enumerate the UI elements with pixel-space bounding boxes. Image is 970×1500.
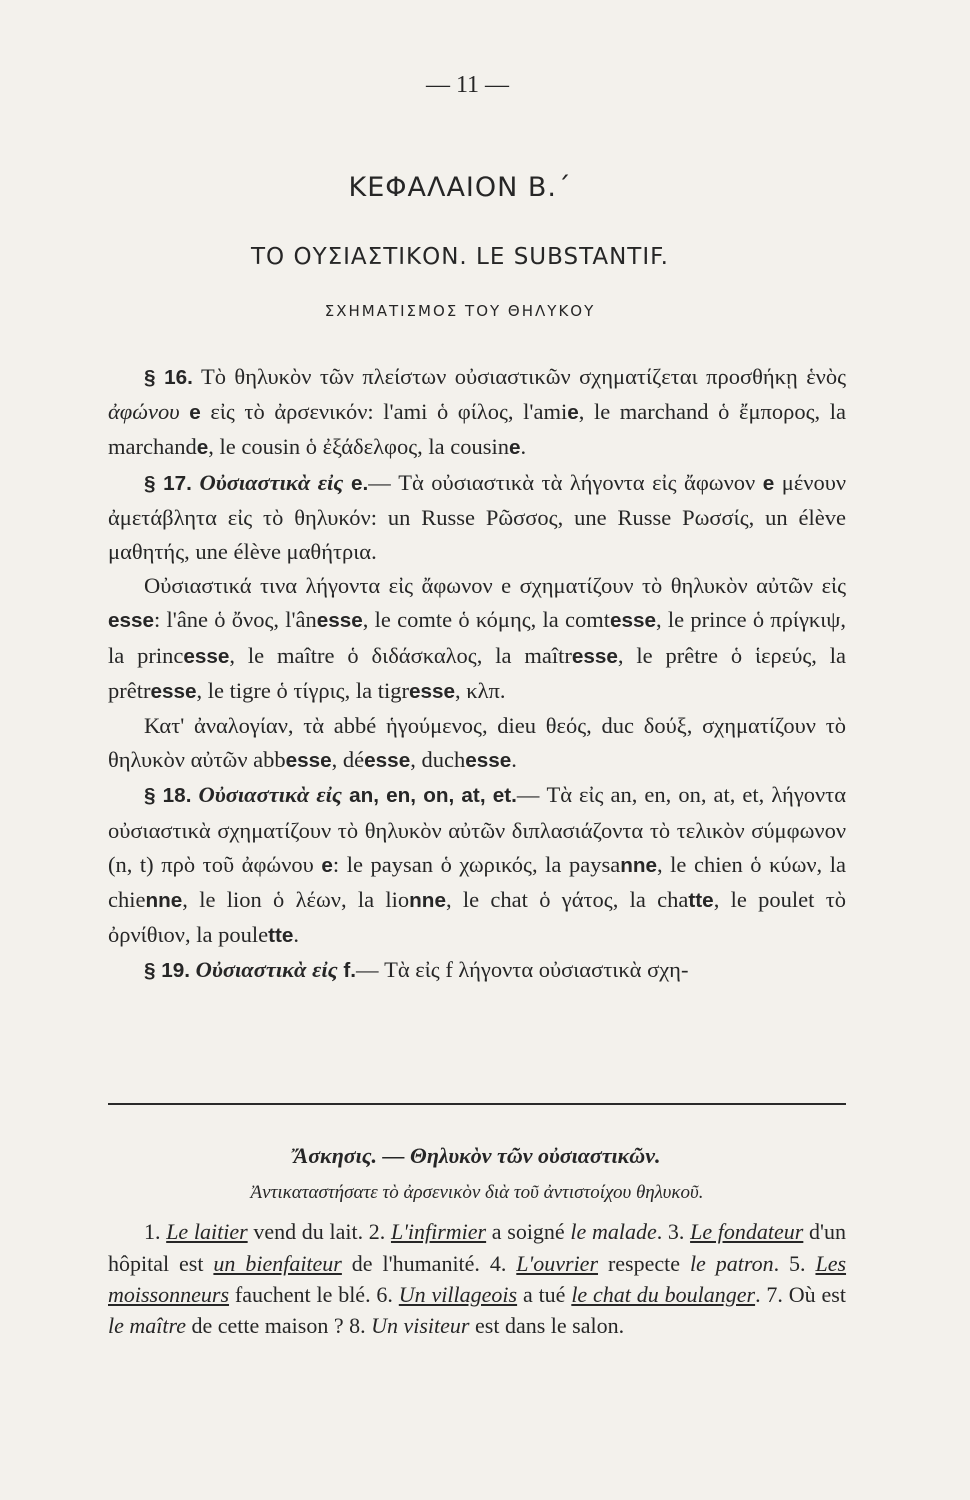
- section-heading: Οὐσιαστικὰ εἰς: [199, 469, 344, 495]
- section-number: § 17.: [144, 471, 192, 495]
- main-text: [108, 360, 846, 989]
- paragraph-17-esse: Οὐσιαστικά τινα λήγοντα εἰς ἄφωνον e σχηματίζουν τὸ θηλυκὸν αὐτῶν εἰς esse: l'âne ὁ ὄνος, l'ânesse, le comte ὁ κόμης, la comtesse, le prince ὁ πρίγκιψ, la princesse, le maître ὁ διδάσκαλος, la maîtresse, le prêtre ὁ ἱερεύς, la prêtresse, le tigre ὁ τίγρις, la tigresse, κλπ.: [108, 573, 846, 703]
- paragraph-17-analogy: Κατ' ἀναλογίαν, τὰ abbé ἡγούμενος, dieu θεός, duc δούξ, σχηματίζουν τὸ θηλυκὸν αὐτῶν abbesse, déesse, duchesse.: [108, 713, 846, 773]
- section-number: § 18.: [144, 784, 192, 808]
- paragraph-17: § 17. Οὐσιαστικὰ εἰς e.— Τὰ οὐσιαστικὰ τὰ λήγοντα εἰς ἄφωνον e μένουν ἀμετάβλητα εἰς τὸ θηλυκόν: un Russe Ρῶσσος, une Russe Ρωσσίς, un élève μαθητής, une élève μαθήτρια.: [108, 469, 847, 565]
- section-title: ΤΟ ΟΥΣΙΑΣΤΙΚΟΝ. LE SUBSTANTIF.: [251, 244, 669, 270]
- chapter-title: ΚΕΦΑΛΑΙΟΝ Β.΄: [348, 172, 572, 203]
- footnote-divider: [108, 1103, 846, 1105]
- section-heading: Οὐσιαστικὰ εἰς: [198, 782, 342, 808]
- emphasis: ἀφώνου: [108, 399, 180, 425]
- exercise-title: Ἄσκησις. — Θηλυκὸν τῶν οὐσιαστικῶν.: [293, 1143, 661, 1168]
- section-number: § 16.: [144, 366, 193, 389]
- paragraph-19: § 19. Οὐσιαστικὰ εἰς f.— Τὰ εἰς f λήγοντα οὐσιαστικὰ σχη-: [144, 957, 689, 983]
- page-number: — 11 —: [425, 72, 510, 98]
- exercise-sentences: 1. Le laitier vend du lait. 2. L'infirmier a soigné le malade. 3. Le fondateur d'un hôpital est un bienfaiteur de l'humanité. 4. L'ouvrier respecte le patron. 5. Les moissonneurs fauchent le blé. 6. Un villageois a tué le chat du boulanger. 7. Où est le maître de cette maison ? 8. Un visiteur est dans le salon.: [108, 1219, 847, 1339]
- exercise-instruction: Ἀντικαταστήσατε τὸ ἀρσενικὸν διὰ τοῦ ἀντιστοίχου θηλυκοῦ.: [250, 1182, 704, 1204]
- exercise-block: [108, 1140, 846, 1341]
- section-number: § 19.: [144, 959, 191, 983]
- subsection-title: ΣΧΗΜΑΤΙΣΜΟΣ ΤΟΥ ΘΗΛΥΚΟΥ: [324, 302, 596, 320]
- paragraph-16: § 16. Τὸ θηλυκὸν τῶν πλείστων οὐσιαστικῶν σχηματίζεται προσθήκῃ ἑνὸς ἀφώνου e εἰς τὸ ἀρσενικόν: l'ami ὁ φίλος, l'amie, le marchand ὁ ἔμπορος, la marchande, le cousin ὁ ἐξάδελφος, la cousine.: [108, 364, 847, 460]
- paragraph-18: § 18. Οὐσιαστικὰ εἰς an, en, on, at, et.— Τὰ εἰς an, en, on, at, et, λήγοντα οὐσιαστικὰ σχηματίζουν τὸ θηλυκὸν αὐτῶν διπλασιάζοντα τὸ τελικὸν σύμφωνον (n, t) πρὸ τοῦ ἀφώνου e: le paysan ὁ χωρικός, la paysanne, le chien ὁ κύων, la chienne, le lion ὁ λέων, la lionne, le chat ὁ γάτος, la chatte, le poulet τὸ ὀρνίθιον, la poulette.: [108, 782, 847, 948]
- section-heading: Οὐσιαστικὰ εἰς: [195, 957, 338, 983]
